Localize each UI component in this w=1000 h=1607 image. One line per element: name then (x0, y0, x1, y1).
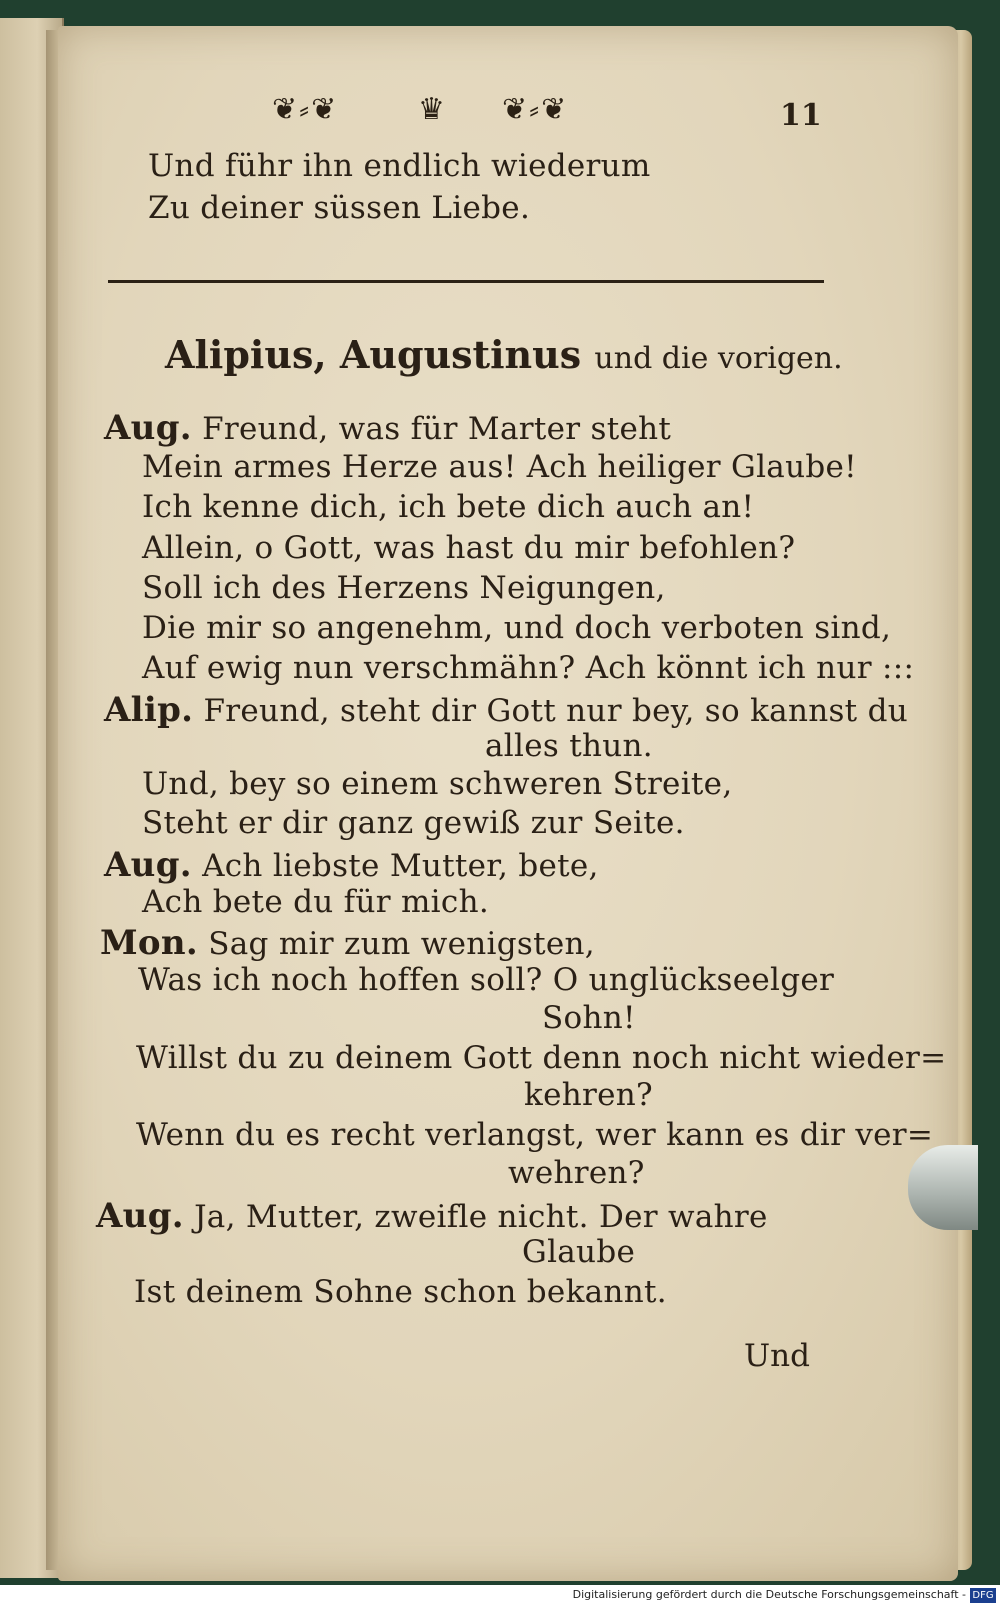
footer-credit: Digitalisierung gefördert durch die Deutsche Forschungsgemeinschaft - (572, 1588, 966, 1601)
line-text: Freund, was für Marter steht (202, 411, 672, 447)
speaker-label: Aug. (104, 408, 192, 448)
dialogue-line: Steht er dir ganz gewiß zur Seite. (142, 805, 685, 841)
dialogue-line: Soll ich des Herzens Neigungen, (142, 570, 666, 606)
scene-heading-names: Alipius, Augustinus (165, 332, 582, 377)
footer-bar (0, 1585, 1000, 1607)
ornament-left: ❦⸗❦ (272, 92, 339, 127)
line-text: Ach liebste Mutter, bete, (202, 848, 599, 884)
opening-line: Zu deiner süssen Liebe. (148, 190, 531, 226)
page-clip (908, 1145, 978, 1230)
speaker-label: Aug. (104, 845, 192, 885)
catchword: Und (744, 1338, 810, 1374)
book-page (58, 26, 958, 1581)
section-rule (108, 280, 824, 283)
line-text: Sag mir zum wenigsten, (208, 926, 595, 962)
dialogue-line (104, 690, 908, 730)
dialogue-line: Und, bey so einem schweren Streite, (142, 766, 733, 802)
dialogue-line: Auf ewig nun verschmähn? Ach könnt ich nur ::: (142, 650, 915, 686)
dialogue-line: wehren? (508, 1155, 645, 1191)
dialogue-line: Allein, o Gott, was hast du mir befohlen? (142, 530, 796, 566)
dfg-logo: DFG (970, 1588, 996, 1603)
dialogue-line: Willst du zu deinem Gott denn noch nicht wieder= (136, 1040, 947, 1076)
dialogue-line: Sohn! (542, 1000, 636, 1036)
dialogue-line (104, 845, 599, 885)
ornament-center: ♛ (418, 92, 447, 127)
dialogue-line: Glaube (522, 1234, 636, 1270)
dialogue-line: kehren? (524, 1077, 653, 1113)
dialogue-line (96, 1196, 768, 1236)
dialogue-line: Die mir so angenehm, und doch verboten sind, (142, 610, 892, 646)
dialogue-line: Ich kenne dich, ich bete dich auch an! (142, 489, 755, 525)
opening-line: Und führ ihn endlich wiederum (148, 148, 651, 184)
page-number: 11 (780, 98, 822, 133)
ornament-right: ❦⸗❦ (502, 92, 569, 127)
line-text: Freund, steht dir Gott nur bey, so kannst du (203, 693, 909, 729)
dialogue-line (100, 923, 595, 963)
dialogue-line: alles thun. (485, 728, 653, 764)
speaker-label: Mon. (100, 923, 199, 963)
speaker-label: Aug. (96, 1196, 184, 1236)
dialogue-line: Ach bete du für mich. (142, 884, 489, 920)
dialogue-line: Mein armes Herze aus! Ach heiliger Glaube! (142, 449, 857, 485)
scene-heading-rest: und die vorigen. (594, 341, 843, 376)
line-text: Ja, Mutter, zweifle nicht. Der wahre (194, 1199, 768, 1235)
dialogue-line: Ist deinem Sohne schon bekannt. (134, 1274, 667, 1310)
dialogue-line (104, 408, 671, 448)
dialogue-line: Was ich noch hoffen soll? O unglückseelger (138, 962, 835, 998)
dialogue-line: Wenn du es recht verlangst, wer kann es dir ver= (136, 1117, 934, 1153)
scene-heading (165, 332, 843, 377)
speaker-label: Alip. (104, 690, 194, 730)
